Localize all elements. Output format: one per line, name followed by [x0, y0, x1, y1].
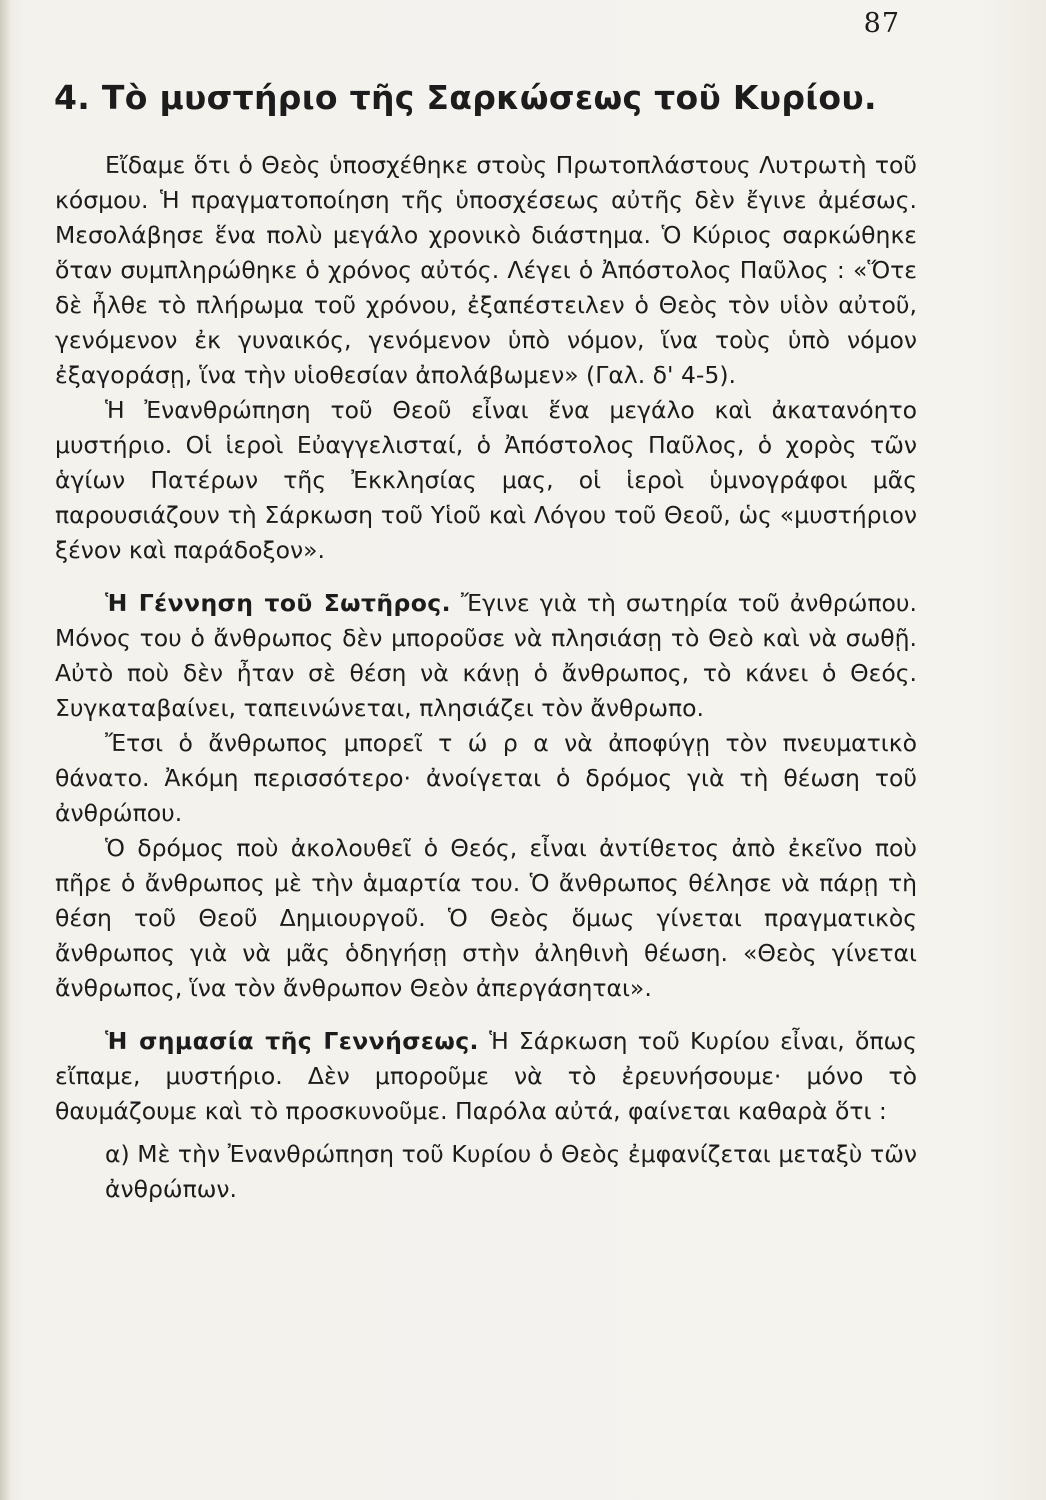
body-text — [55, 148, 917, 1207]
paragraph-1: Εἴδαμε ὅτι ὁ Θεὸς ὑποσχέθηκε στοὺς Πρωτοπλάστους Λυτρωτὴ τοῦ κόσμου. Ἡ πραγματοποίηση τῆς ὑποσχέσεως αὐτῆς δὲν ἔγινε ἀμέσως. Μεσολάβησε ἕνα πολὺ μεγάλο χρονικὸ διάστημα. Ὁ Κύριος σαρκώθηκε ὅταν συμπληρώθηκε ὁ χρόνος αὐτός. Λέγει ὁ Ἀπόστολος Παῦλος : «Ὅτε δὲ ἦλθε τὸ πλήρωμα τοῦ χρόνου, ἐξαπέστειλεν ὁ Θεὸς τὸν υἱὸν αὐτοῦ, γενόμενον ἐκ γυναικός, γενόμενον ὑπὸ νόμον, ἵνα τοὺς ὑπὸ νόμον ἐξαγοράσῃ, ἵνα τὴν υἱοθεσίαν ἀπολάβωμεν» (Γαλ. δ' 4-5). — [55, 151, 917, 389]
chapter-title: 4. Τὸ μυστήριο τῆς Σαρκώσεως τοῦ Κυρίου. — [54, 78, 877, 117]
page-number: 87 — [863, 8, 900, 39]
paragraph-2: Ἡ Ἐνανθρώπηση τοῦ Θεοῦ εἶναι ἕνα μεγάλο καὶ ἀκατανόητο μυστήριο. Οἱ ἱεροὶ Εὐαγγελισταί, ὁ Ἀπόστολος Παῦλος, ὁ χορὸς τῶν ἁγίων Πατέρων τῆς Ἐκκλησίας μας, οἱ ἱεροὶ ὑμνογράφοι μᾶς παρουσιάζουν τὴ Σάρκωση τοῦ Υἱοῦ καὶ Λόγου τοῦ Θεοῦ, ὡς «μυστήριον ξένον καὶ παράδοξον». — [55, 396, 917, 564]
list-item-a: α) Μὲ τὴν Ἐνανθρώπηση τοῦ Κυρίου ὁ Θεὸς ἐμφανίζεται μεταξὺ τῶν ἀνθρώπων. — [105, 1140, 917, 1203]
paragraph-4: Ὁ δρόμος ποὺ ἀκολουθεῖ ὁ Θεός, εἶναι ἀντίθετος ἀπὸ ἐκεῖνο ποὺ πῆρε ὁ ἄνθρωπος μὲ τὴν ἁμαρτία του. Ὁ ἄνθρωπος θέλησε νὰ πάρῃ τὴ θέση τοῦ Θεοῦ Δημιουργοῦ. Ὁ Θεὸς ὅμως γίνεται πραγματικὸς ἄνθρωπος γιὰ νὰ μᾶς ὁδηγήσῃ στὴν ἀληθινὴ θέωση. «Θεὸς γίνεται ἄνθρωπος, ἵνα τὸν ἄνθρωπον Θεὸν ἀπεργάσηται». — [55, 834, 917, 1002]
section-significance-paragraph — [55, 1024, 917, 1129]
section-significance-text: Ἡ Σάρκωση τοῦ Κυρίου εἶναι, ὅπως εἴπαμε, μυστήριο. Δὲν μποροῦμε νὰ τὸ ἐρευνήσουμε· μόνο τὸ θαυμάζουμε καὶ τὸ προσκυνοῦμε. Παρόλα αὐτά, φαίνεται καθαρὰ ὅτι : — [55, 1027, 917, 1125]
section-heading-birth: Ἡ Γέννηση τοῦ Σωτῆρος. — [105, 589, 451, 617]
section-birth-text: Ἔγινε γιὰ τὴ σωτηρία τοῦ ἀνθρώπου. Μόνος του ὁ ἄνθρωπος δὲν μποροῦσε νὰ πλησιάσῃ τὸ Θεὸ καὶ νὰ σωθῇ. Αὐτὸ ποὺ δὲν ἦταν σὲ θέση νὰ κάνῃ ὁ ἄνθρωπος, τὸ κάνει ὁ Θεός. Συγκαταβαίνει, ταπεινώνεται, πλησιάζει τὸν ἄνθρωπο. — [55, 589, 918, 722]
page-spine-shadow — [0, 0, 10, 1500]
section-heading-significance: Ἡ σημασία τῆς Γεννήσεως. — [105, 1027, 479, 1055]
section-birth-paragraph — [55, 586, 917, 726]
paragraph-3: Ἔτσι ὁ ἄνθρωπος μπορεῖ τ ώ ρ α νὰ ἀποφύγῃ τὸν πνευματικὸ θάνατο. Ἀκόμη περισσότερο· ἀνοίγεται ὁ δρόμος γιὰ τὴ θέωση τοῦ ἀνθρώπου. — [55, 729, 917, 827]
